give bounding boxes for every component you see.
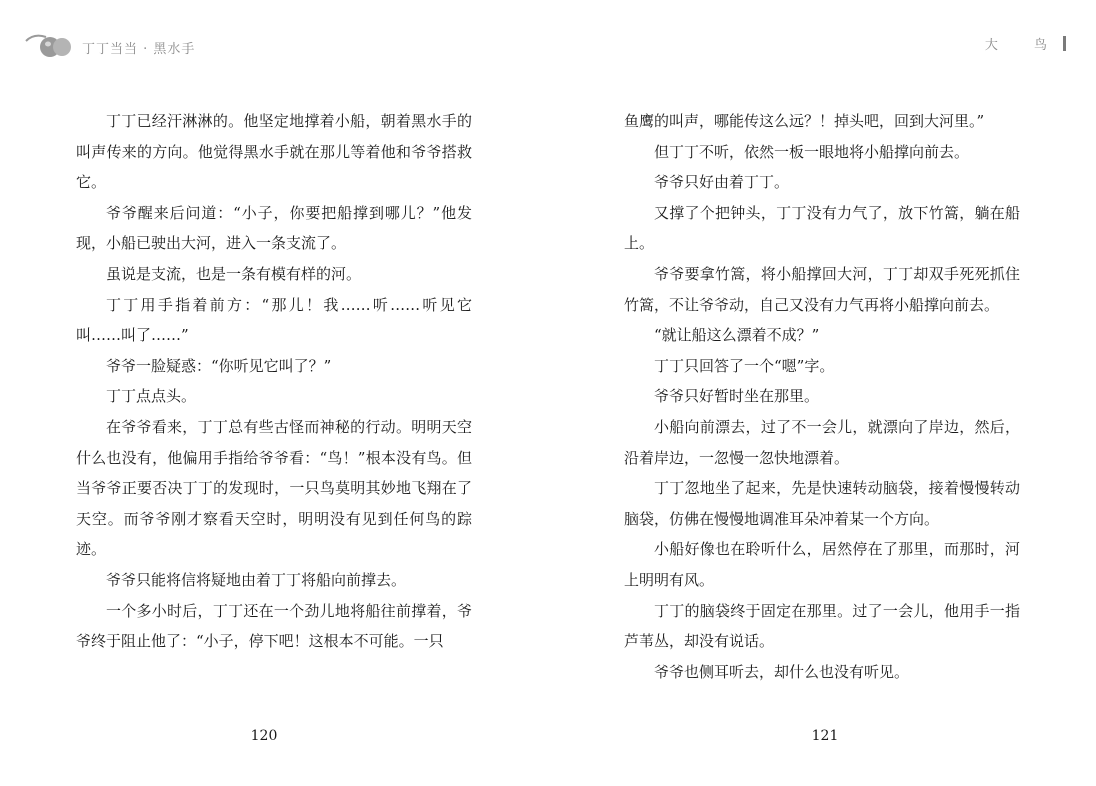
paragraph: 爷爷只好暂时坐在那里。 <box>654 387 820 406</box>
paragraph: 丁丁已经汗淋淋的。他坚定地撑着小船，朝着黑水手的叫声传来的方向。他觉得黑水手就在那儿等着他和爷爷搭救它。 <box>76 112 472 192</box>
paragraph: 小船向前漂去，过了不一会儿，就漂向了岸边，然后，沿着岸边，一忽慢一忽快地漂着。 <box>624 417 1020 467</box>
paragraph: 爷爷醒来后问道：“小子，你要把船撑到哪儿？”他发现，小船已驶出大河，进入一条支流了。 <box>76 203 472 253</box>
page-number-left: 120 <box>250 728 278 744</box>
left-running-header <box>24 30 195 64</box>
paragraph: 丁丁点点头。 <box>106 387 197 406</box>
paragraph: 小船好像也在聆听什么，居然停在了那里，而那时，河上明明有风。 <box>624 540 1020 589</box>
book-series-title: 丁丁当当 · 黑水手 <box>82 41 196 57</box>
paragraph: 虽说是支流，也是一条有模有样的河。 <box>106 264 362 283</box>
chapter-title: 大 鸟 <box>984 38 1063 53</box>
right-running-header <box>985 34 1066 53</box>
paragraph: 又撑了个把钟头，丁丁没有力气了，放下竹篙，躺在船上。 <box>624 203 1020 253</box>
header-bar-icon <box>1063 36 1066 51</box>
paragraph: 丁丁用手指着前方：“那儿！我……听……听见它叫……叫了……” <box>76 295 472 345</box>
paragraph: 在爷爷看来，丁丁总有些古怪而神秘的行动。明明天空什么也没有，他偏用手指给爷爷看：“鸟！”根本没有鸟。但当爷爷正要否决丁丁的发现时，一只鸟莫明其妙地飞翔在了天空。而爷爷刚才察看天空时，明明没有见到任何鸟的踪迹。 <box>76 417 472 559</box>
paragraph: 爷爷只好由着丁丁。 <box>654 173 790 192</box>
right-page <box>548 0 1096 786</box>
paragraph: “就让船这么漂着不成？” <box>654 326 820 345</box>
paragraph: 爷爷一脸疑惑：“你听见它叫了？” <box>106 356 332 375</box>
paragraph: 丁丁的脑袋终于固定在那里。过了一会儿，他用手一指芦苇丛，却没有说话。 <box>624 601 1020 651</box>
paragraph: 但丁丁不听，依然一板一眼地将小船撑向前去。 <box>654 142 970 161</box>
paragraph: 丁丁忽地坐了起来，先是快速转动脑袋，接着慢慢转动脑袋，仿佛在慢慢地调准耳朵冲着某一个方向。 <box>624 479 1020 528</box>
paragraph: 爷爷只能将信将疑地由着丁丁将船向前撑去。 <box>106 570 407 589</box>
right-body-text <box>624 106 1020 687</box>
left-body-text <box>76 106 472 657</box>
paragraph: 爷爷也侧耳听去，却什么也没有听见。 <box>654 662 910 681</box>
paragraph: 爷爷要拿竹篙，将小船撑回大河，丁丁却双手死死抓住竹篙，不让爷爷动，自己又没有力气再将小船撑向前去。 <box>624 264 1020 314</box>
paragraph: 丁丁只回答了一个“嗯”字。 <box>654 356 835 375</box>
paragraph-continued: 鱼鹰的叫声，哪能传这么远？！掉头吧，回到大河里。” <box>624 112 985 130</box>
page-number-right: 121 <box>811 728 839 744</box>
gourd-icon <box>24 29 76 65</box>
paragraph: 一个多小时后，丁丁还在一个劲儿地将船往前撑着，爷爷终于阻止他了：“小子，停下吧！这根本不可能。一只 <box>76 601 472 651</box>
